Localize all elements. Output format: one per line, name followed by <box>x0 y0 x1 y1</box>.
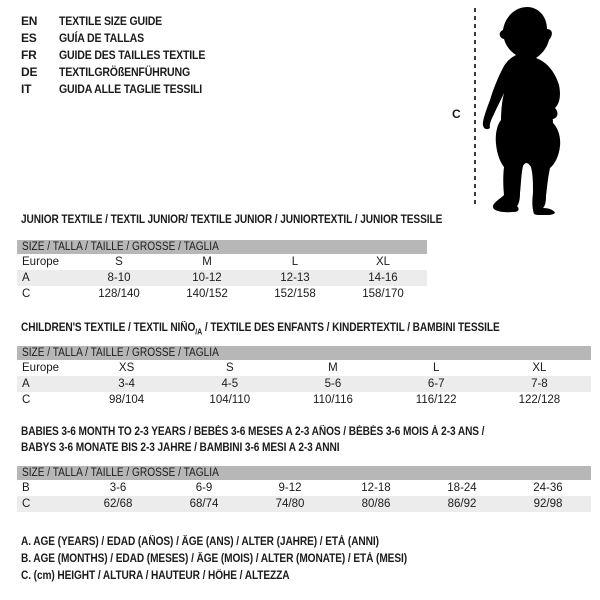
section-title-children <box>21 320 565 340</box>
size-cell: 18-24 <box>447 482 477 494</box>
row-label: B <box>22 482 30 494</box>
size-cell: 104/110 <box>209 394 251 406</box>
section-title-junior <box>21 212 500 228</box>
size-cell: 7-8 <box>488 376 591 392</box>
size-cell: 12-18 <box>361 482 391 494</box>
row-label: Europe <box>22 362 60 374</box>
size-cell: 9-12 <box>278 482 302 494</box>
size-cell: 110/116 <box>313 394 353 406</box>
size-cell: 98/104 <box>109 394 145 406</box>
size-header: SIZE / TALLA / TAILLE / GRÖSSE / TAGLIA <box>22 347 219 359</box>
size-cell: 140/152 <box>186 288 228 300</box>
size-cell: M <box>328 362 338 374</box>
subscript-text: /A <box>195 327 203 337</box>
toddler-silhouette-icon <box>475 5 575 215</box>
size-cell: 116/122 <box>415 394 457 406</box>
language-code: EN <box>21 14 38 28</box>
size-cell: 3-6 <box>109 482 127 494</box>
size-cell: 3-4 <box>75 376 178 392</box>
table-row <box>17 254 427 270</box>
section-title-text: CHILDREN'S TEXTILE / TEXTIL $NIÑO_{/A}$ / TEXTILE DES ENFANTS / KINDERTEXTIL / BAMBINI TESSILE <box>21 322 500 337</box>
language-code: ES <box>21 31 37 45</box>
row-label: A <box>17 270 75 286</box>
language-code: DE <box>21 65 38 79</box>
table-row <box>17 286 427 302</box>
language-label: TEXTILGRÖßENFÜHRUNG <box>59 65 191 79</box>
size-cell: L <box>291 256 299 268</box>
size-cell: 62/68 <box>75 496 161 512</box>
size-cell: 5-6 <box>281 376 384 392</box>
row-label: C <box>17 496 75 512</box>
table-row <box>17 480 591 496</box>
language-row-es <box>21 30 225 47</box>
size-header: SIZE / TALLA / TAILLE / GRÖSSE / TAGLIA <box>22 241 219 253</box>
footnote-b: B. AGE (MONTHS) / EDAD (MESES) / ÂGE (MOIS) / ALTER (MONATE) / ETÀ (MESI) <box>21 553 408 565</box>
size-cell: XS <box>118 362 135 374</box>
size-cell: 122/128 <box>518 394 561 406</box>
row-label: C <box>22 288 31 300</box>
section-title-babies <box>21 424 548 456</box>
section-title-line1: BABIES 3-6 MONTH TO 2-3 YEARS / BEBÉS 3-6 MESES A 2-3 AÑOS / BÉBÉS 3-6 MOIS À 2-3 ANS / <box>21 426 485 438</box>
size-cell: 24-36 <box>533 482 563 494</box>
row-label: A <box>17 376 75 392</box>
language-row-en <box>21 13 225 30</box>
size-cell: 86/92 <box>419 496 505 512</box>
table-row <box>17 496 591 512</box>
footnote-a: A. AGE (YEARS) / EDAD (AÑOS) / ÂGE (ANS) / ALTER (JAHRE) / ETÀ (ANNI) <box>21 536 379 548</box>
size-cell: 128/140 <box>98 288 140 300</box>
height-measure-label: C <box>452 107 461 121</box>
size-cell: 158/170 <box>362 288 404 300</box>
size-cell: 74/80 <box>247 496 333 512</box>
footnotes <box>21 534 460 585</box>
size-cell: 6-7 <box>385 376 488 392</box>
table-row <box>17 360 591 376</box>
size-cell: 12-13 <box>251 270 339 286</box>
section-title-text: JUNIOR TEXTILE / TEXTIL JUNIOR/ TEXTILE JUNIOR / JUNIORTEXTIL / JUNIOR TESSILE <box>21 214 443 226</box>
language-row-it <box>21 81 225 98</box>
table-header-row <box>17 466 591 480</box>
language-row-de <box>21 64 225 81</box>
size-cell: 4-5 <box>178 376 281 392</box>
children-size-table <box>17 346 591 408</box>
language-row-fr <box>21 47 225 64</box>
size-cell: S <box>225 362 234 374</box>
table-header-row <box>17 240 427 254</box>
table-row <box>17 270 427 286</box>
language-code: IT <box>21 82 32 96</box>
language-label: GUÍA DE TALLAS <box>59 31 144 45</box>
size-cell: 152/158 <box>274 288 316 300</box>
size-cell: XL <box>375 256 391 268</box>
language-label: TEXTILE SIZE GUIDE <box>59 14 163 28</box>
junior-size-table <box>17 240 427 302</box>
language-header <box>21 13 225 98</box>
table-row <box>17 392 591 408</box>
row-label: C <box>22 394 31 406</box>
size-cell: 6-9 <box>195 482 213 494</box>
size-cell: XL <box>532 362 547 374</box>
language-label: GUIDE DES TAILLES TEXTILE <box>59 48 206 62</box>
size-cell: 10-12 <box>163 270 251 286</box>
size-cell: 8-10 <box>75 270 163 286</box>
size-cell: M <box>202 256 212 268</box>
section-title-line2: BABYS 3-6 MONATE BIS 2-3 JAHRE / BAMBINI 3-6 MESI A 2-3 ANNI <box>21 442 340 454</box>
table-header-row <box>17 346 591 360</box>
language-label: GUIDA ALLE TAGLIE TESSILI <box>59 82 203 96</box>
size-header: SIZE / TALLA / TAILLE / GRÖSSE / TAGLIA <box>22 467 219 479</box>
size-cell: S <box>115 256 123 268</box>
size-cell: L <box>432 362 440 374</box>
size-cell: 14-16 <box>339 270 427 286</box>
row-label: Europe <box>22 256 60 268</box>
footnote-c: C. (cm) HEIGHT / ALTURA / HAUTEUR / HÖHE / ALTEZZA <box>21 570 290 582</box>
size-cell: 80/86 <box>333 496 419 512</box>
size-cell: 92/98 <box>505 496 591 512</box>
language-code: FR <box>21 48 37 62</box>
size-cell: 68/74 <box>161 496 247 512</box>
babies-size-table <box>17 466 591 512</box>
table-row <box>17 376 591 392</box>
